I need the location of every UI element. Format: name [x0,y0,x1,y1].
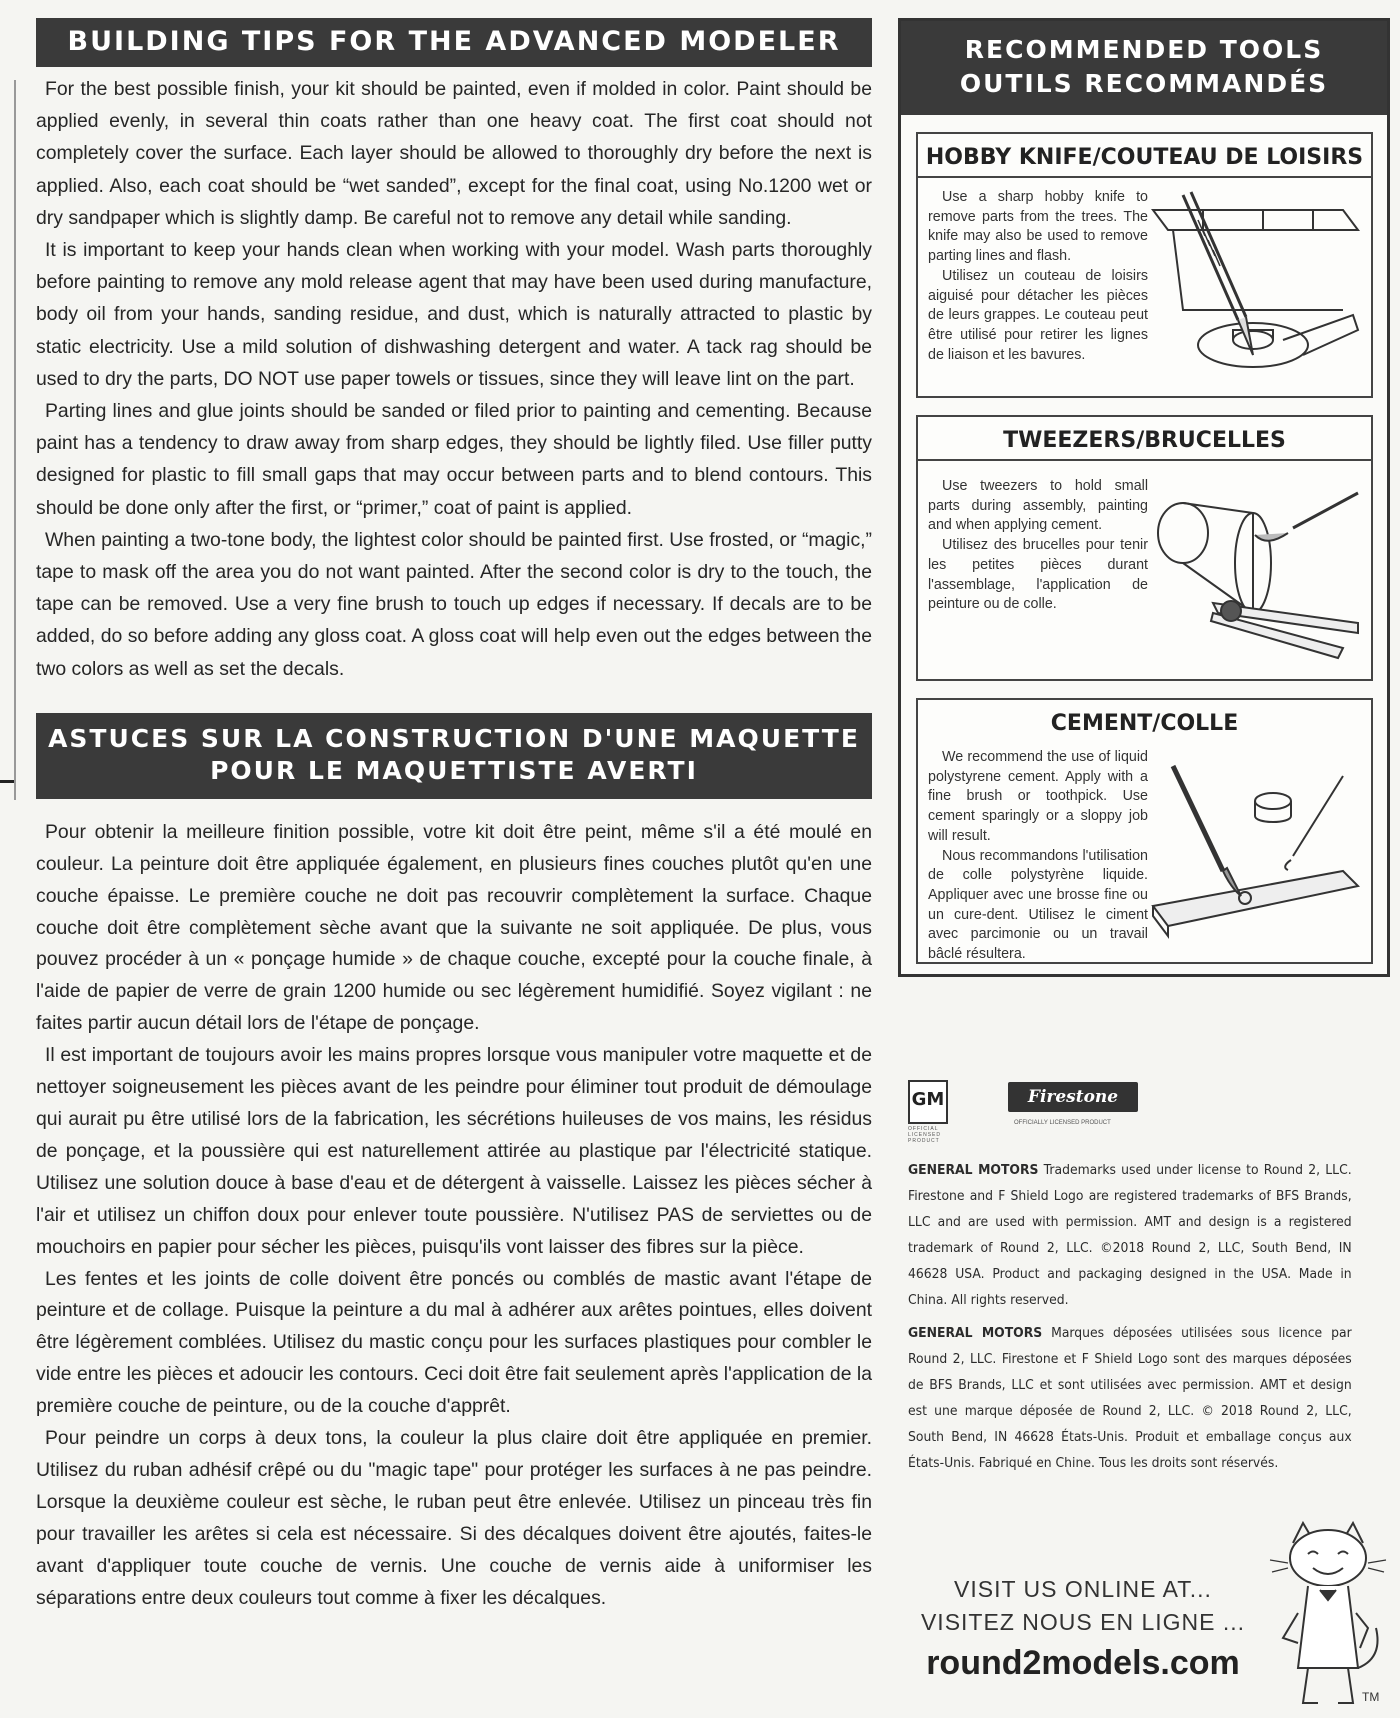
french-heading [36,713,872,799]
english-tips [36,73,872,685]
tool-card-text-fr: Nous recommandons l'utilisation de colle polystyrène liquide. Appliquer avec une brosse fine ou un cure-dent. Utilisez le ciment avec parcimonie ou un travail bâclé résultera. [928,847,1148,963]
cat-mascot-icon [1268,1518,1388,1718]
tools-heading-fr: OUTILS RECOMMANDÉS [959,69,1329,98]
left-column [36,18,872,1615]
tool-card-text-en: Use tweezers to hold small parts during assembly, painting and when applying cement. [928,478,1148,534]
legal-notice-fr [908,1321,1352,1477]
visit-text-en: VISIT US ONLINE AT... [954,1576,1212,1602]
website-link[interactable]: round2models.com [926,1644,1240,1682]
licensing-logos [908,1080,1368,1150]
firestone-licensed-caption: OFFICIALLY LICENSED PRODUCT [1014,1120,1111,1126]
tool-card-text-fr: Utilisez un couteau de loisirs aiguisé pour détacher les pièces de leurs grappes. Le couteau peut être utilisé pour retirer les lignes de liaison et les bavures. [928,267,1148,363]
english-paragraph-1: For the best possible finish, your kit should be painted, even if molded in color. Paint should be applied evenly, in several thin coats rather than one heavy coat. The first coat should not completely cover the surface. Each layer should be allowed to thoroughly dry before the next is applied. Also, each coat should be “wet sanded”, except for the final coat, using No.1200 wet or dry sandpaper which is slightly damp. Be careful not to remove any detail while sanding. [36,78,872,229]
french-paragraph-2: Il est important de toujours avoir les mains propres lorsque vous manipuler votre maquette et de nettoyer soigneusement les pièces avant de les peindre pour éliminer tout produit de démoulage qui aurait pu être utilisé lors de la fabrication, les sécrétions huileuses de vos mains, les résidus de ponçage, et la poussière qui est naturellement attirée au plastique par l'électricité statique. Utilisez une solution douce à base d'eau et de détergent à vaisselle. Laissez les pièces sécher à l'air et utilisez un chiffon doux pour enlever toute poussière. N'utilisez PAS de serviettes ou de mouchoirs en papier pour sécher les pièces, puisqu'ils vont laisser des fibres sur la pièce. [36,1044,872,1258]
french-paragraph-1: Pour obtenir la meilleure finition possible, votre kit doit être peint, même s'il a été moulé en couleur. La peinture doit être appliquée également, en plusieurs fines couches plutôt qu'en une couche épaisse. Le première couche ne doit pas recouvrir complètement la surface. Chaque couche doit être complètement sèche avant que la suivante ne soit appliquée. De plus, vous pouvez procéder à un « ponçage humide » de chaque couche, excepté pour la couche finale, à l'aide de papier de verre de grain 1200 humide ou sec légèrement humidifié. Soyez vigilant : ne faites partir aucun détail lors de l'étape de ponçage. [36,820,872,1035]
tool-card-tweezers [916,415,1373,681]
tool-card-title: CEMENT/COLLE [1050,711,1239,736]
english-paragraph-3: Parting lines and glue joints should be sanded or filed prior to painting and cementing. Because paint has a tendency to draw away from sharp edges, they should be lightly filed. Use filler putty designed for plastic to fill small gaps that may occur between parts and to blend contours. This should be done only after the first, or “primer,” coat of paint is applied. [36,400,872,519]
legal-notice-en [908,1158,1352,1314]
scan-edge-mark [0,780,14,783]
tweezers-illustration-icon [1143,473,1365,673]
trademark-symbol: TM [1362,1690,1380,1704]
english-heading: BUILDING TIPS FOR THE ADVANCED MODELER [36,18,872,67]
cement-brush-illustration-icon [1143,756,1365,956]
visit-text-fr: VISITEZ NOUS EN LIGNE ... [920,1609,1246,1635]
tools-heading-en: RECOMMENDED TOOLS [964,35,1324,64]
tool-card-text-en: We recommend the use of liquid polystyrene cement. Apply with a fine brush or toothpick. Use cement sparingly or a sloppy job will result. [928,749,1148,844]
tool-card-cement [916,698,1373,964]
scan-edge-line [14,80,16,800]
legal-body-en: Trademarks used under license to Round 2, LLC. Firestone and F Shield Logo are registered trademarks of BFS Brands, LLC and are used with permission. AMT and design is a registered trademark of Round 2, LLC. ©2018 Round 2, LLC, South Bend, IN 46628 USA. Product and packaging designed in the USA. Made in China. All rights reserved. [908,1163,1352,1308]
french-paragraph-3: Les fentes et les joints de colle doivent être poncés ou comblés de mastic avant l'étape de peinture et de collage. Puisque la peinture a du mal à adhérer aux arêtes pointues, elles doivent être légèrement comblées. Utilisez du mastic conçu pour les surfaces plastiques pour combler le vide entre les pièces et adoucir les contours. Ceci doit être fait seulement après l'application de la première couche de peinture, ou de la couche d'apprêt. [36,1267,872,1418]
tool-card-text [928,188,1148,365]
tool-card-text-fr: Utilisez des brucelles pour tenir les petites pièces durant l'assemblage, l'application de peinture ou de colle. [928,537,1148,613]
english-paragraph-4: When painting a two-tone body, the lightest color should be painted first. Use frosted, or “magic,” tape to mask off the area you do not want painted. After the second color is dry to the touch, the tape can be removed. Use a very fine brush to touch up edges if necessary. If decals are to be added, do so before adding any gloss coat. A gloss coat will help even out the edges between the two colors as well as set the decals. [36,528,872,680]
legal-lead-en: GENERAL MOTORS [908,1163,1039,1178]
visit-online [898,1573,1268,1687]
tool-card-text [928,477,1148,615]
tools-heading [901,21,1387,115]
recommended-tools-box [898,18,1390,977]
firestone-logo: Firestone [1008,1082,1138,1112]
tool-card-text [928,748,1148,965]
french-tips [36,817,872,1615]
gm-licensed-caption: OFFICIAL LICENSED PRODUCT [908,1126,942,1144]
gm-logo: GM [908,1080,948,1124]
tool-card-title: TWEEZERS/BRUCELLES [918,417,1371,461]
french-heading-line-1: ASTUCES SUR LA CONSTRUCTION D'UNE MAQUETTE [48,723,860,753]
french-heading-line-2: POUR LE MAQUETTISTE AVERTI [210,755,698,785]
tool-card-title: HOBBY KNIFE/COUTEAU DE LOISIRS [918,134,1371,178]
french-paragraph-4: Pour peindre un corps à deux tons, la couleur la plus claire doit être appliquée en premier. Utilisez du ruban adhésif crêpé ou du "magic tape" pour protéger les surfaces à ne pas peindre. Lorsque la deuxième couleur est sèche, le ruban peut être enlevée. Utilisez un pinceau très fin pour travailler les arêtes si cela est nécessaire. Si des décalques doivent être ajoutés, faites-le avant d'appliquer toute couche de vernis. Une couche de vernis aide à uniformiser les séparations entre deux couleurs tout comme à fixer les décalques. [36,1427,872,1609]
legal-lead-fr: GENERAL MOTORS [908,1326,1043,1341]
right-column [898,18,1390,1704]
legal-body-fr: Marques déposées utilisées sous licence par Round 2, LLC. Firestone et F Shield Logo sont des marques déposées de BFS Brands, LLC et sont utilisées avec permission. AMT et design est une marque déposée de Round 2, LLC. © 2018 Round 2, LLC, South Bend, IN 46628 États-Unis. Produit et emballage conçus aux États-Unis. Fabriqué en Chine. Tous les droits sont réservés. [908,1326,1352,1471]
tool-card-text-en: Use a sharp hobby knife to remove parts from the trees. The knife may also be used to remove parting lines and flash. [928,189,1148,265]
hobby-knife-illustration-icon [1143,190,1365,390]
tool-card-hobby-knife [916,132,1373,398]
english-paragraph-2: It is important to keep your hands clean when working with your model. Wash parts thoroughly before painting to remove any mold release agent that may have been used during manufacture, body oil from your hands, sanding residue, and dust, which is naturally attracted to plastic by static electricity. Use a mild solution of dishwashing detergent and water. A tack rag should be used to dry the parts, DO NOT use paper towels or tissues, since they will leave lint on the part. [36,239,872,390]
